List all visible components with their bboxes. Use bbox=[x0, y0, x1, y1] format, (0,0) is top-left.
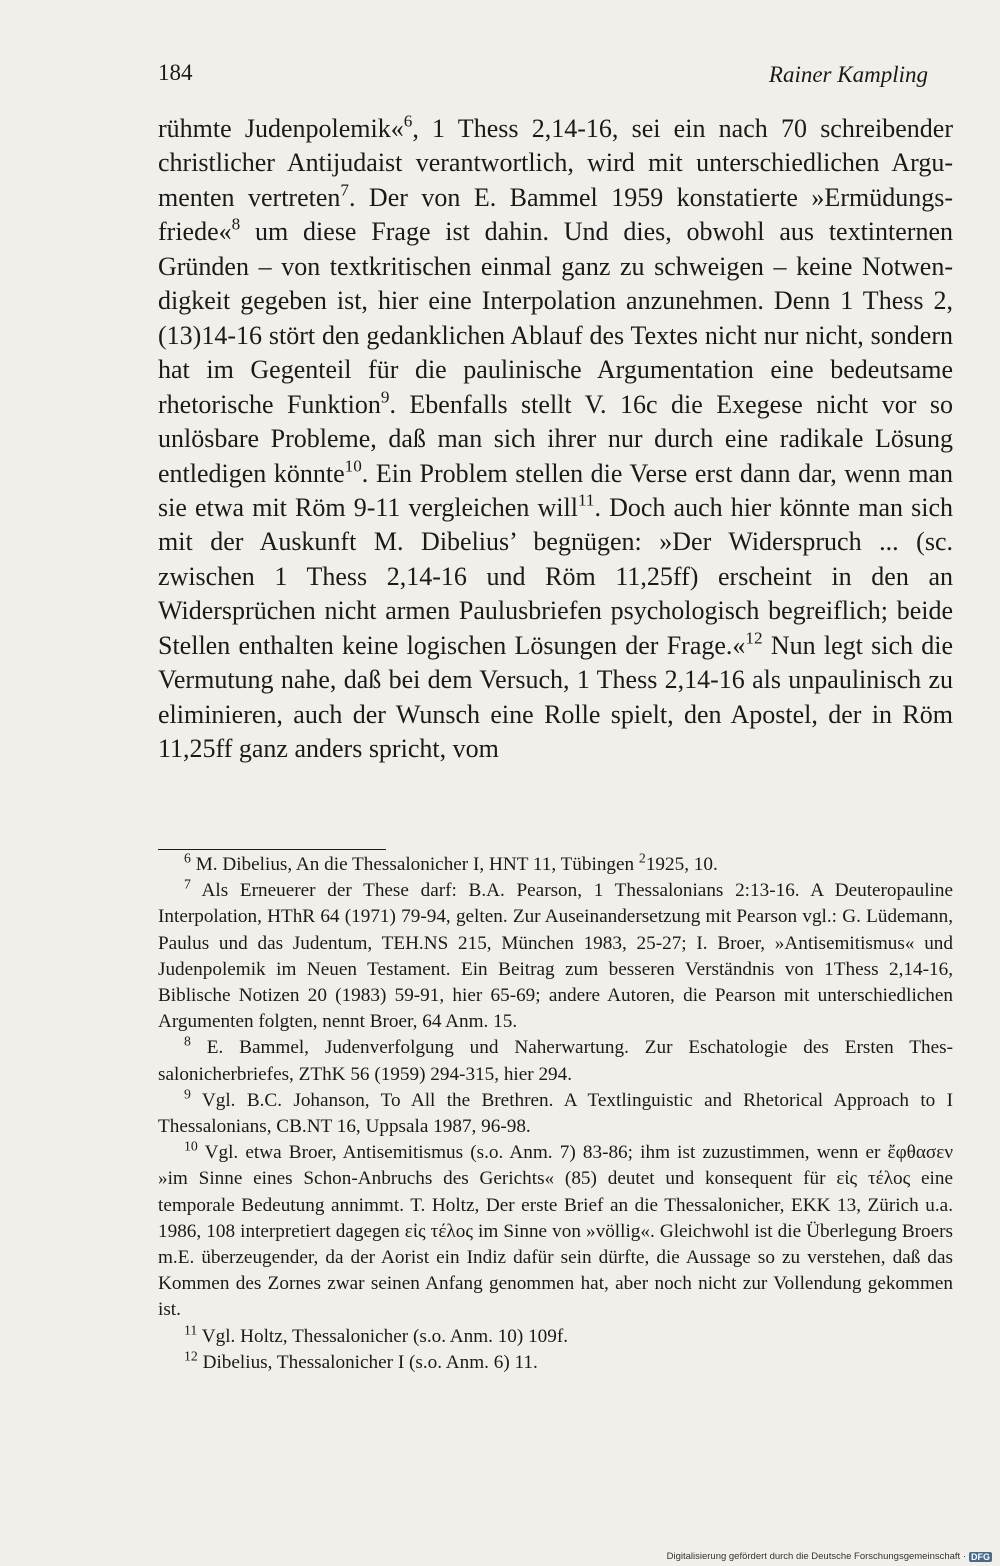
footnote-number: 10 bbox=[184, 1138, 198, 1154]
footnote-10 bbox=[158, 1140, 953, 1323]
footnote-8 bbox=[158, 1035, 953, 1087]
footnotes bbox=[158, 852, 953, 1376]
dfg-logo-icon[interactable]: DFG bbox=[971, 1551, 990, 1562]
footnote-9 bbox=[158, 1088, 953, 1140]
footnote-number: 8 bbox=[184, 1033, 191, 1049]
footnote-ref-8[interactable]: 8 bbox=[231, 214, 241, 234]
footnote-number: 7 bbox=[184, 876, 191, 892]
text-run: rühmte Judenpolemik« bbox=[158, 114, 404, 143]
footnote-text: Vgl. B.C. Johanson, To All the Brethren. A Textlinguistic and Rhetorical Approach to I Thessalonians, CB.NT 16, Uppsala 1987, 96-98. bbox=[158, 1089, 953, 1138]
text-run: . Der von E. Bammel 1959 konstatierte »Ermüdungsfriede« bbox=[158, 182, 953, 247]
footnote-ref-9[interactable]: 9 bbox=[380, 387, 390, 406]
footnote-ref-6[interactable]: 6 bbox=[403, 111, 413, 131]
footnote-number: 6 bbox=[184, 850, 191, 866]
footnote-text: Vgl. Holtz, Thessalonicher (s.o. Anm. 10) 109f. bbox=[197, 1325, 569, 1347]
page-number: 184 bbox=[158, 60, 193, 85]
footnote-6 bbox=[158, 852, 953, 878]
footnote-text: M. Dibelius, An die Thessalonicher I, HNT 11, Tübingen bbox=[190, 854, 639, 875]
footnote-text: Vgl. etwa Broer, Antisemitismus (s.o. Anm. 7) 83-86; ihm ist zuzustimmen, wenn er ἔφθασεν »im Sinne eines Schon-Anbruchs des Gerichts« (85) deutet und konsequent für εἰς τέλος eine temporale Bedeutung annimmt. T. Holtz, Der erste Brief an die Thessalonicher, EKK 13, Zürich u.a. 1986, 108 interpretiert dagegen εἰς τέλος im Sinne von »völlig«. Gleichwohl ist die Überlegung Broers m.E. überzeugender, da der Aorist ein Indiz dafür sein dürfte, die Aussage so zu verstehen, daß das Kommen des Zornes zwar seinen Anfang genommen hat, aber noch nicht zur Vollendung gekommen ist. bbox=[158, 1142, 953, 1321]
main-text bbox=[158, 112, 953, 767]
text-run: . Ebenfalls stellt V. 16c die Exegese nicht vor so unlösbare Probleme, daß man sich ihrer nur durch eine radikale Lösung entledigen könnte bbox=[158, 389, 953, 488]
footnote-ref-7[interactable]: 7 bbox=[340, 180, 349, 200]
footnote-12 bbox=[158, 1350, 953, 1376]
footnote-text: 1925, 10. bbox=[645, 854, 718, 875]
footnote-number: 11 bbox=[184, 1322, 198, 1338]
body-paragraph bbox=[158, 112, 953, 767]
footnote-text: E. Bammel, Judenverfolgung und Naherwartung. Zur Eschatologie des Ersten Thessalonicherbriefes, ZThK 56 (1959) 294-315, hier 294. bbox=[158, 1037, 953, 1085]
footnote-rule bbox=[158, 849, 386, 850]
footnote-11 bbox=[158, 1324, 953, 1350]
footnote-text: Als Erneuerer der These darf: B.A. Pearson, 1 Thessalonians 2:13-16. A Deuteropauline Interpolation, HThR 64 (1971) 79-94, gelten. Zur Auseinandersetzung mit Pearson vgl.: G. Lüdemann, Paulus und das Judentum, TEH.NS 215, München 1983, 25-27; I. Broer, »Antisemitismus« und Judenpolemik im Neuen Testament. Ein Beitrag zum besseren Verständnis von 1Thess 2,14-16, Biblische Notizen 20 (1983) 59-91, hier 65-69; andere Autoren, die Pearson mit unterschiedlichen Argumenten folgten, nennt Broer, 64 Anm. 15. bbox=[158, 880, 953, 1033]
text-run: , 1 Thess 2,14-16, sei ein nach 70 schreibender christlicher Antijudaist verantwortlich, wird mit unterschiedlichen Argumenten vertreten bbox=[158, 114, 954, 212]
text-run: Nun legt sich die Vermutung nahe, daß bei dem Versuch, 1 Thess 2,14-16 als unpaulinisch zu eliminieren, auch der Wunsch eine Rolle spielt, den Apostel, der in Röm 11,25ff ganz anders spricht, vom bbox=[158, 630, 953, 764]
text-run: . Doch auch hier könnte man sich mit der Auskunft M. Dibelius’ begnügen: »Der Widerspruch ... (sc. zwischen 1 Thess 2,14-16 und Röm 11,25ff) erscheint in den an Widersprüchen nicht armen Paulusbriefen psychologisch begreiflich; beide Stellen enthalten keine logischen Lösungen der Frage.« bbox=[158, 492, 953, 660]
footnote-ref-10[interactable]: 10 bbox=[344, 455, 362, 475]
digitization-banner bbox=[667, 1551, 992, 1562]
text-run: um diese Frage ist dahin. Und dies, obwohl aus textinternen Gründen – von textkritischen einmal ganz zu schweigen – keine Notwendigkeit gegeben ist, hier eine Interpolation anzunehmen. Denn 1 Thess 2,(13)14-16 stört den gedanklichen Ablauf des Textes nicht nur nicht, sondern hat im Gegenteil für die paulinische Argumentation eine bedeutsame rhetorische Funktion bbox=[158, 217, 953, 419]
footnote-7 bbox=[158, 878, 953, 1035]
running-head: Rainer Kampling bbox=[768, 62, 928, 87]
edition-superscript: 2 bbox=[638, 850, 646, 866]
banner-text: Digitalisierung gefördert durch die Deutsche Forschungsgemeinschaft · bbox=[666, 1551, 966, 1562]
footnote-text: Dibelius, Thessalonicher I (s.o. Anm. 6) 11. bbox=[197, 1351, 538, 1373]
footnote-ref-11[interactable]: 11 bbox=[577, 490, 595, 510]
footnote-number: 12 bbox=[184, 1348, 198, 1364]
footnote-number: 9 bbox=[184, 1086, 191, 1102]
footnote-ref-12[interactable]: 12 bbox=[745, 628, 763, 648]
text-run: . Ein Problem stellen die Verse erst dann dar, wenn man sie etwa mit Röm 9-11 vergleichen will bbox=[158, 458, 953, 522]
